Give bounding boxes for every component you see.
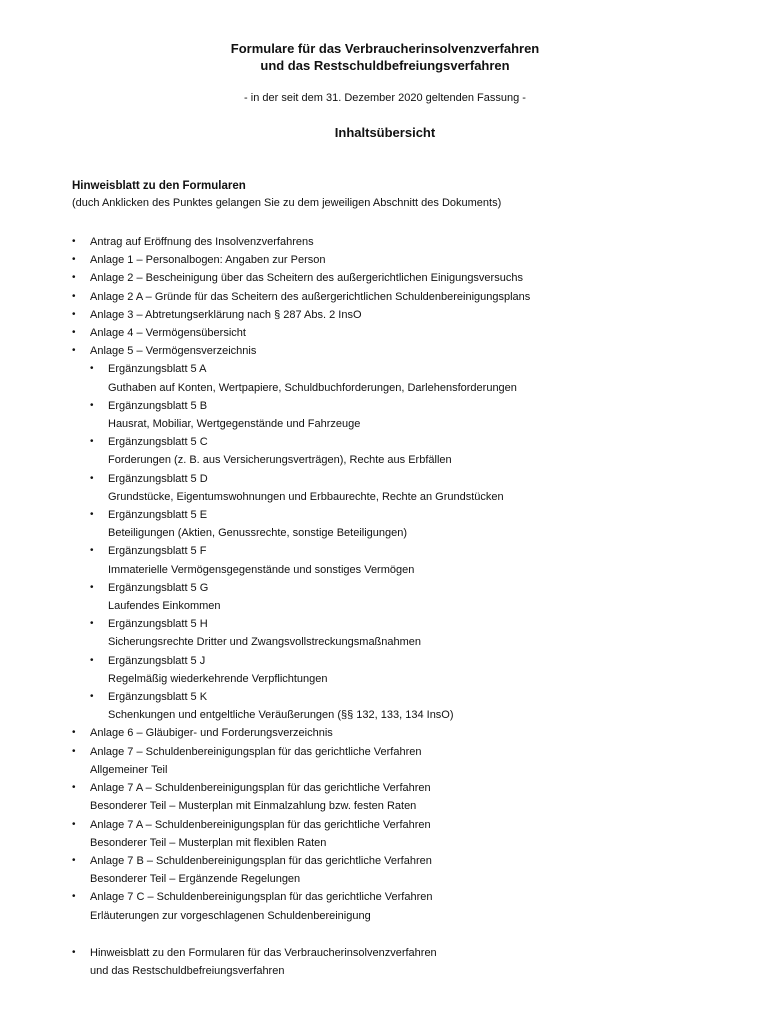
bullet-icon: • [72,254,76,266]
toc-list [72,233,712,925]
toc-item-subline: und das Restschuldbefreiungsverfahren [90,965,285,978]
toc-item-desc: – Gläubiger- und Forderungsverzeichnis [133,727,333,740]
toc-subitem-label: Ergänzungsblatt 5 B [108,399,208,412]
toc-subitem-5g[interactable] [90,579,712,615]
toc-item-label: Anlage 2 [90,272,134,285]
bullet-icon: • [90,472,94,484]
toc-item-hinweisblatt[interactable] [72,944,712,980]
toc-item-label: Anlage 3 [90,308,134,321]
toc-item-desc: – Schuldenbereinigungsplan für das gerichtliche Verfahren [133,745,422,758]
toc-item-desc: – Bescheinigung über das Scheitern des außergerichtlichen Einigungsversuchs [133,272,523,285]
document-title-line1: Formulare für das Verbraucherinsolvenzverfahren [230,41,540,56]
toc-subitem-label: Ergänzungsblatt 5 H [108,618,208,631]
toc-subitem-5d[interactable] [90,470,712,506]
document-title-line2: und das Restschuldbefreiungsverfahren [260,58,510,73]
toc-item-desc: – Schuldenbereinigungsplan für das gerichtliche Verfahren [144,891,433,904]
bullet-icon: • [72,727,76,739]
toc-item-subline: Erläuterungen zur vorgeschlagenen Schuldenbereinigung [90,909,371,922]
toc-subitem-desc: Beteiligungen (Aktien, Genussrechte, sonstige Beteiligungen) [108,527,408,540]
toc-item-label: Anlage 2 A [90,290,143,303]
toc-subitem-label: Ergänzungsblatt 5 A [108,363,207,376]
toc-item-desc: – Schuldenbereinigungsplan für das gerichtliche Verfahren [143,854,432,867]
toc-item-anlage-1[interactable] [72,251,712,269]
toc-item-label: Anlage 6 [90,727,134,740]
toc-subitem-desc: Grundstücke, Eigentumswohnungen und Erbbaurechte, Rechte an Grundstücken [108,490,504,503]
toc-subitem-label: Ergänzungsblatt 5 K [108,691,208,704]
bullet-icon: • [72,818,76,830]
toc-item-anlage-3[interactable] [72,306,712,324]
toc-subitem-desc: Guthaben auf Konten, Wertpapiere, Schuldbuchforderungen, Darlehensforderungen [108,381,517,394]
toc-item-label: Anlage 7 [90,745,134,758]
toc-item-anlage-2a[interactable] [72,288,712,306]
toc-subitem-desc: Forderungen (z. B. aus Versicherungsverträgen), Rechte aus Erbfällen [108,454,452,467]
toc-item-subline: Besonderer Teil – Musterplan mit Einmalzahlung bzw. festen Raten [90,800,417,813]
toc-subitem-desc: Regelmäßig wiederkehrende Verpflichtungen [108,672,328,685]
toc-subitem-desc: Hausrat, Mobiliar, Wertgegenstände und Fahrzeuge [108,418,361,431]
bullet-icon: • [90,436,94,448]
toc-item-subline: Besonderer Teil – Ergänzende Regelungen [90,873,301,886]
toc-item-subline: Besonderer Teil – Musterplan mit flexiblen Raten [90,836,327,849]
toc-item-label: Anlage 7 C [90,891,145,904]
toc-subitem-label: Ergänzungsblatt 5 C [108,436,208,449]
bullet-icon: • [72,345,76,357]
toc-bottom-list [72,944,712,980]
toc-item-anlage-2[interactable] [72,269,712,287]
toc-item-desc: – Personalbogen: Angaben zur Person [133,254,326,267]
bullet-icon: • [90,509,94,521]
bullet-icon: • [90,691,94,703]
toc-subitem-5h[interactable] [90,615,712,651]
toc-subitem-desc: Laufendes Einkommen [108,600,221,613]
toc-item-anlage-5[interactable] [72,342,712,724]
toc-item-label: Anlage 4 [90,327,134,340]
bullet-icon: • [72,891,76,903]
bullet-icon: • [90,399,94,411]
toc-item-desc: – Gründe für das Scheitern des außergerichtlichen Schuldenbereinigungsplans [142,290,531,303]
bullet-icon: • [72,308,76,320]
toc-item-subline: Allgemeiner Teil [90,763,168,776]
toc-subitem-5c[interactable] [90,433,712,469]
toc-item-label: Antrag auf Eröffnung des Insolvenzverfahrens [90,236,314,248]
toc-heading: Inhaltsübersicht [334,125,436,140]
toc-item-label: Anlage 7 A [90,818,143,831]
document-subtitle: - in der seit dem 31. Dezember 2020 geltenden Fassung - [244,92,526,104]
toc-subitem-5k[interactable] [90,688,712,724]
bullet-icon: • [90,581,94,593]
toc-item-desc: – Vermögensübersicht [133,327,246,340]
toc-item-label: Anlage 1 [90,254,134,267]
bullet-icon: • [72,272,76,284]
bullet-icon: • [72,327,76,339]
toc-subitem-label: Ergänzungsblatt 5 J [108,654,206,667]
bullet-icon: • [72,854,76,866]
toc-item-antrag[interactable] [72,233,712,251]
toc-subitem-desc: Sicherungsrechte Dritter und Zwangsvollstreckungsmaßnahmen [108,636,422,649]
toc-item-anlage-7b[interactable] [72,852,712,888]
bullet-icon: • [72,290,76,302]
bullet-icon: • [72,782,76,794]
toc-subitem-label: Ergänzungsblatt 5 D [108,472,208,485]
toc-subitem-5f[interactable] [90,542,712,578]
toc-item-desc: – Schuldenbereinigungsplan für das gerichtliche Verfahren [142,782,431,795]
bullet-icon: • [72,236,76,247]
toc-item-anlage-7[interactable] [72,743,712,779]
bullet-icon: • [90,363,94,375]
toc-item-anlage-4[interactable] [72,324,712,342]
toc-item-anlage-7a-flex[interactable] [72,816,712,852]
bullet-icon: • [90,654,94,666]
toc-subitem-5b[interactable] [90,397,712,433]
toc-item-label: Anlage 7 A [90,782,143,795]
toc-item-anlage-6[interactable] [72,724,712,742]
toc-subitem-label: Ergänzungsblatt 5 G [108,581,209,594]
toc-item-anlage-7a-fest[interactable] [72,779,712,815]
toc-subitem-desc: Immaterielle Vermögensgegenstände und sonstiges Vermögen [108,563,415,576]
hint-sheet-link[interactable]: Hinweisblatt zu den Formularen [72,180,246,192]
bullet-icon: • [72,745,76,757]
toc-item-label: Hinweisblatt zu den Formularen für das Verbraucherinsolvenzverfahren [90,947,437,959]
bullet-icon: • [90,545,94,557]
toc-subitem-5e[interactable] [90,506,712,542]
toc-sublist-anlage-5 [90,360,712,724]
bullet-icon: • [72,947,76,958]
toc-item-desc: – Abtretungserklärung nach § 287 Abs. 2 InsO [133,308,362,321]
toc-subitem-5a[interactable] [90,360,712,396]
toc-item-label: Anlage 7 B [90,854,144,867]
toc-item-desc: – Vermögensverzeichnis [133,345,257,358]
hint-instruction-text: (duch Anklicken des Punktes gelangen Sie zu dem jeweiligen Abschnitt des Dokuments) [72,197,502,209]
toc-item-label: Anlage 5 [90,345,134,358]
toc-item-desc: – Schuldenbereinigungsplan für das gerichtliche Verfahren [142,818,431,831]
toc-subitem-label: Ergänzungsblatt 5 F [108,545,207,558]
toc-item-anlage-7c[interactable] [72,888,712,924]
toc-subitem-desc: Schenkungen und entgeltliche Veräußerungen (§§ 132, 133, 134 InsO) [108,709,454,722]
bullet-icon: • [90,618,94,630]
toc-subitem-5j[interactable] [90,652,712,688]
toc-subitem-label: Ergänzungsblatt 5 E [108,509,208,522]
